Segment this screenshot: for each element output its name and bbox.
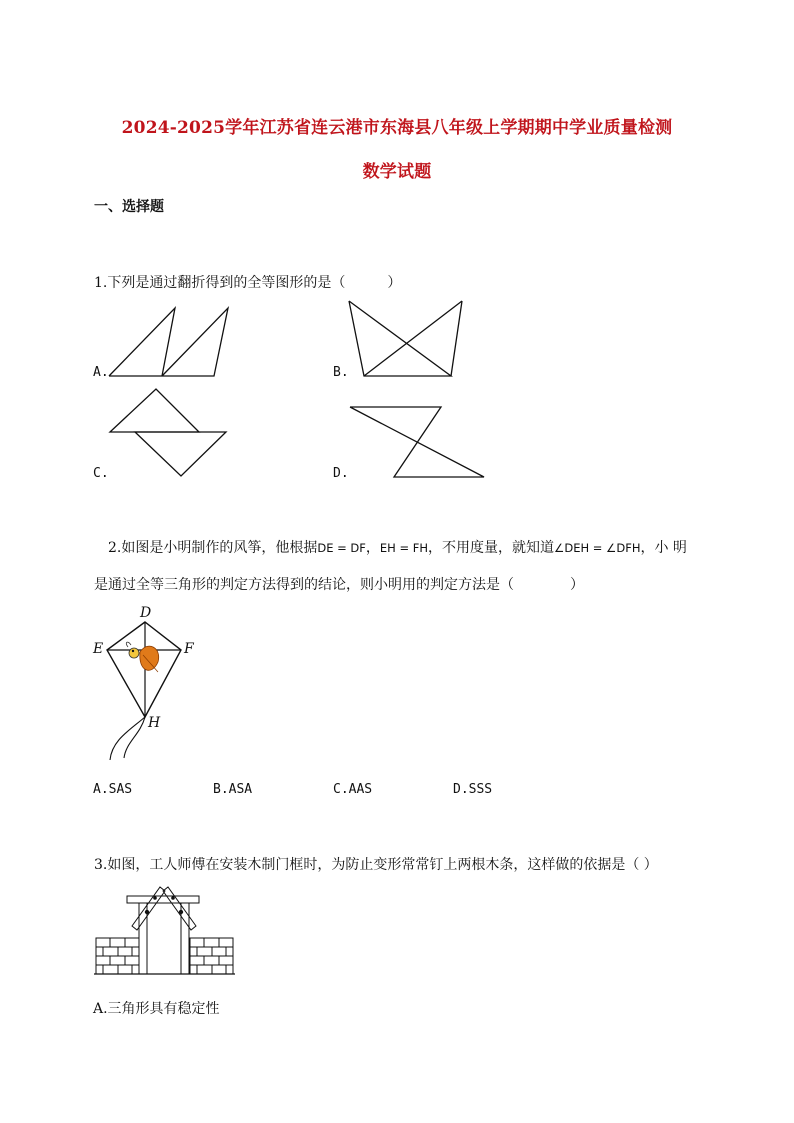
q1-option-a-label[interactable]: A.: [93, 365, 109, 380]
kite-label-f: F: [184, 641, 194, 657]
kite-label-d: D: [140, 605, 152, 621]
q2-option-d[interactable]: D.SSS: [453, 782, 493, 797]
question-2-stem-line2: 是通过全等三角形的判定方法得到的结论，则小明用的判定方法是（ ）: [94, 577, 584, 593]
q1-option-c-label[interactable]: C.: [93, 466, 109, 481]
question-3-stem: 3.如图，工人师傅在安装木制门框时，为防止变形常常钉上两根木条，这样做的依据是（ ）: [94, 857, 658, 873]
q1-option-b-label[interactable]: B.: [333, 365, 349, 380]
q2-stem-part3: ，小 明: [640, 540, 687, 556]
q2-separator: ，: [365, 540, 380, 556]
section-heading: 一、选择题: [94, 199, 164, 215]
question-1-stem: 1.下列是通过翻折得到的全等图形的是（ ）: [94, 275, 402, 291]
q2-stem-part2: ，不用度量，就知道: [428, 540, 555, 556]
q2-condition-de-df: DE = DF: [317, 541, 366, 555]
q2-stem-part1: 2.如图是小明制作的风筝，他根据: [108, 540, 318, 556]
q3-option-a[interactable]: A.三角形具有稳定性: [93, 1001, 220, 1017]
q2-option-b[interactable]: B.ASA: [213, 782, 253, 797]
page-subtitle: 数学试题: [362, 162, 432, 182]
q2-condition-eh-fh: EH = FH: [379, 541, 429, 555]
kite-label-e: E: [93, 641, 104, 657]
q2-option-c[interactable]: C.AAS: [333, 782, 373, 797]
q1-option-d-label[interactable]: D.: [333, 466, 349, 481]
page-title: 2024-2025学年江苏省连云港市东海县八年级上学期期中学业质量检测: [121, 118, 673, 138]
q2-option-a[interactable]: A.SAS: [93, 782, 133, 797]
kite-label-h: H: [148, 715, 161, 731]
q2-condition-angles: ∠DEH = ∠DFH: [554, 541, 641, 555]
